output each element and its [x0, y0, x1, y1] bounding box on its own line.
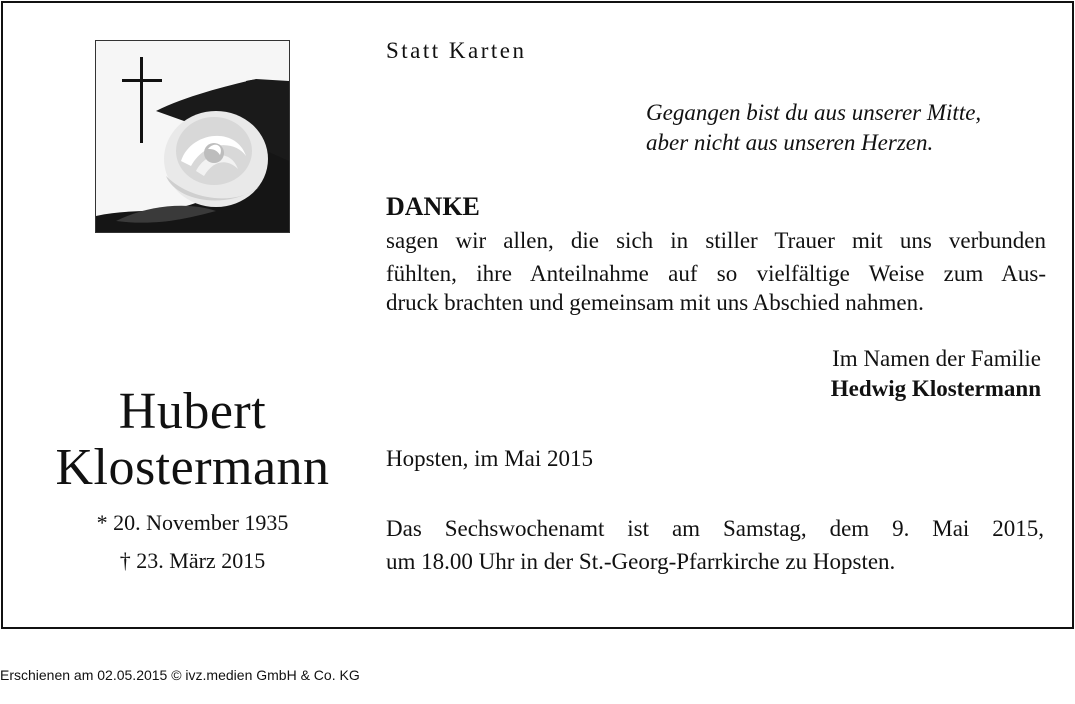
quote-line-2: aber nicht aus unseren Herzen.	[646, 130, 934, 155]
thanks-text-line-3: druck brachten und gemeinsam mit uns Abschied nahmen.	[386, 290, 924, 315]
thanks-text-line-2: fühlten, ihre Anteilnahme auf so vielfältige Weise zum Aus-	[386, 261, 1046, 286]
death-date: † 23. März 2015	[119, 548, 266, 573]
birth-date: * 20. November 1935	[96, 510, 289, 535]
signature-intro: Im Namen der Familie	[832, 346, 1041, 371]
quote-line-1: Gegangen bist du aus unserer Mitte,	[646, 100, 982, 125]
place-and-date: Hopsten, im Mai 2015	[386, 446, 593, 471]
mass-notice-line-2: um 18.00 Uhr in der St.-Georg-Pfarrkirche zu Hopsten.	[386, 549, 896, 574]
signature-name: Hedwig Klostermann	[830, 376, 1041, 401]
rose-icon	[96, 41, 289, 232]
mass-notice-line-1: Das Sechswochenamt ist am Samstag, dem 9. Mai 2015,	[386, 516, 1044, 541]
thanks-text-line-1: sagen wir allen, die sich in stiller Trauer mit uns verbunden	[386, 228, 1046, 253]
deceased-last-name: Klostermann	[55, 439, 330, 496]
header-statt-karten: Statt Karten	[386, 38, 527, 63]
publication-footer: Erschienen am 02.05.2015 © ivz.medien GmbH & Co. KG	[0, 667, 360, 683]
deceased-first-name: Hubert	[118, 383, 267, 440]
thanks-heading: DANKE	[386, 192, 480, 221]
cross-and-rose-image	[95, 40, 290, 233]
